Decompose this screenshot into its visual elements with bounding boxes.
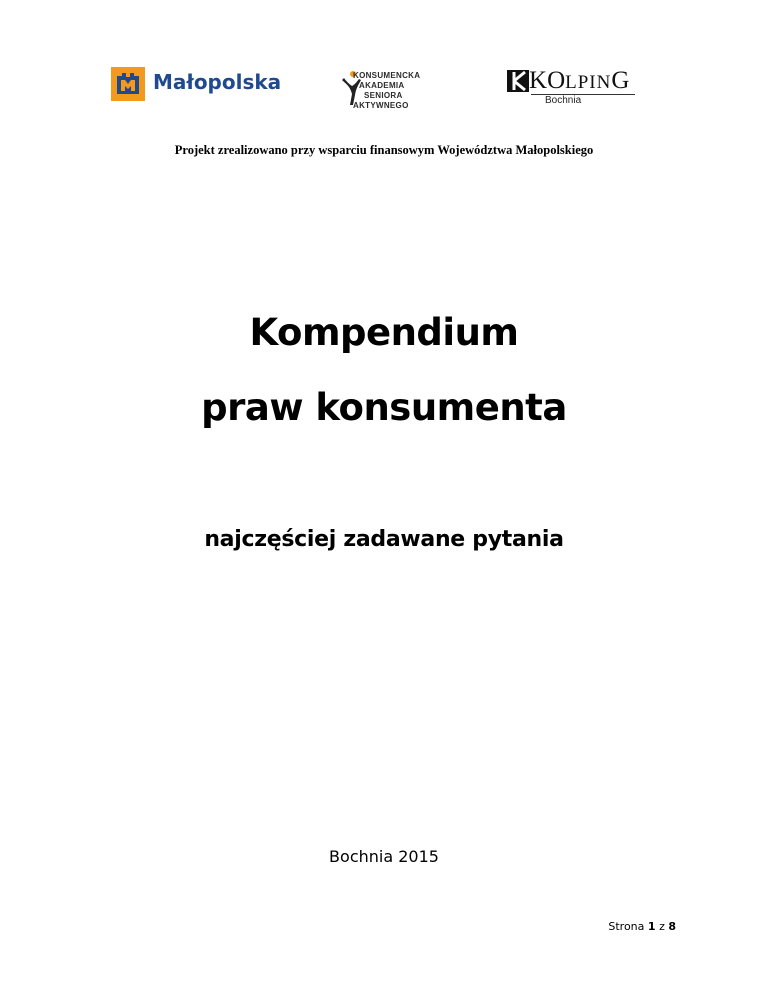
kolping-k-mark-icon xyxy=(507,70,529,92)
document-subtitle: najczęściej zadawane pytania xyxy=(204,527,564,552)
document-title-line-1: Kompendium xyxy=(249,311,519,354)
kasa-line-1: KONSUMENCKA xyxy=(353,71,421,80)
place-and-year: Bochnia 2015 xyxy=(329,847,439,866)
funding-note: Projekt zrealizowano przy wsparciu finansowym Województwa Małopolskiego xyxy=(174,143,594,157)
kolping-g: G xyxy=(611,67,630,94)
kolping-middle: LPIN xyxy=(565,72,612,93)
kolping-o: O xyxy=(547,67,566,94)
kasa-line-4: AKTYWNEGO xyxy=(353,101,409,110)
page-number xyxy=(608,920,676,933)
kasa-logo xyxy=(340,70,450,110)
kolping-subtitle: Bochnia xyxy=(545,95,582,106)
page-number-current: 1 xyxy=(647,920,656,933)
page-number-total: 8 xyxy=(668,920,676,933)
page-number-prefix: Strona xyxy=(608,920,645,933)
kasa-line-2: AKADEMIA xyxy=(359,81,405,90)
kolping-k: K xyxy=(529,67,548,94)
kolping-wordmark xyxy=(529,67,629,97)
malopolska-logo xyxy=(111,67,281,101)
document-title-line-2: praw konsumenta xyxy=(201,386,567,429)
malopolska-emblem-icon xyxy=(111,67,145,101)
kasa-line-3: SENIORA xyxy=(364,91,403,100)
page-number-separator: z xyxy=(659,920,665,933)
kolping-logo xyxy=(507,67,657,105)
malopolska-wordmark: Małopolska xyxy=(153,70,282,94)
